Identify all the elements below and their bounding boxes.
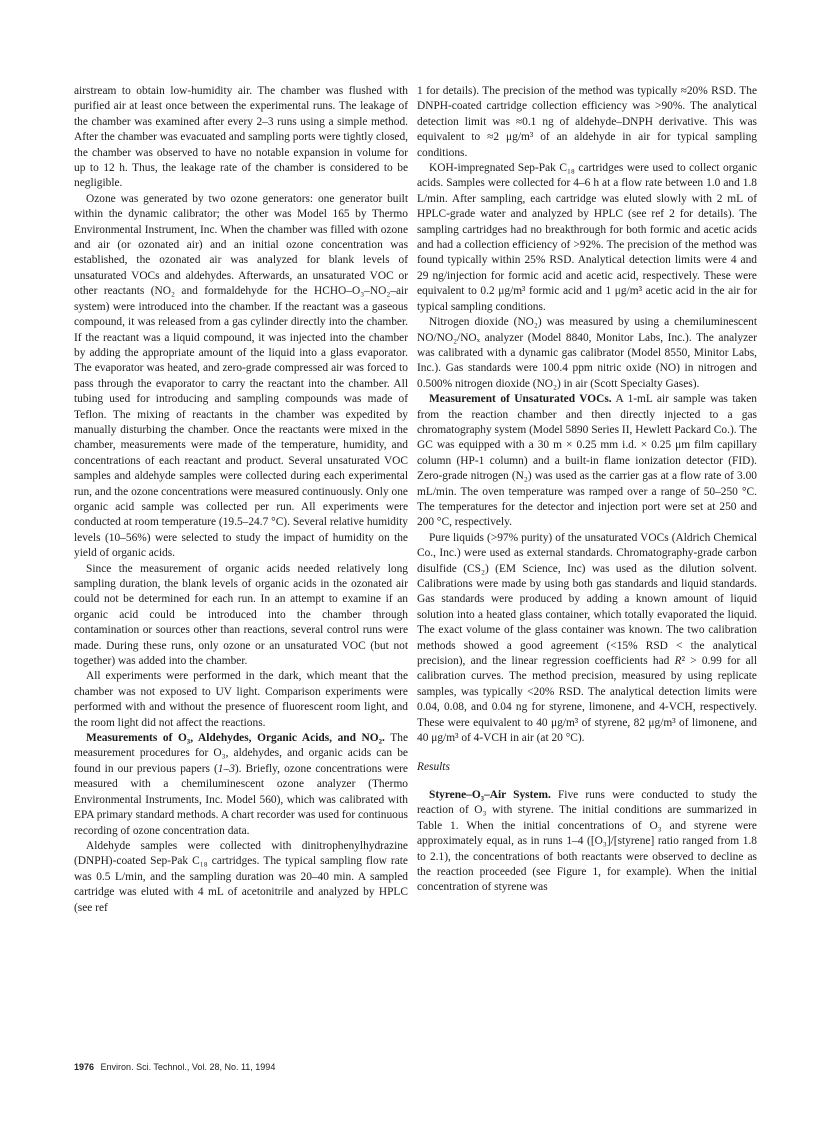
paragraph: [417, 788, 757, 896]
paragraph: [417, 531, 757, 747]
subsection-heading: Measurements of O₃, Aldehydes, Organic Acids, and NO₂.: [86, 732, 385, 745]
paragraph-text: ). Briefly, ozone concentrations were measured with a chemiluminescent ozone analyzer (Thermo Environmental Instruments, Inc. Model 560), which was calibrated with EPA primary standard methods. A chart recorder was used for continuous recording of ozone concentration data.: [74, 762, 408, 837]
paragraph-text: Pure liquids (>97% purity) of the unsaturated VOCs (Aldrich Chemical Co., Inc.) were used as external standards. Chromatography-grade carbon disulfide (CS₂) (EM Science, Inc) was used as the dilution solvent. Calibrations were made by using both gas standards and liquid standards. Gas standards were produced by adding a known amount of liquid solution into a heated glass container, which totally evaporated the liquid. The exact volume of the glass container was known. The two calibration methods showed a good agreement (<15% RSD < the analytical precision), and the linear regression coefficients had: [417, 531, 757, 668]
r-squared-symbol: R: [674, 655, 682, 668]
paragraph: Aldehyde samples were collected with dinitrophenylhydrazine (DNPH)-coated Sep-Pak C₁₈ cartridges. The typical sampling flow rate was 0.5 L/min, and the sampling duration was 20–40 min. A sampled cartridge was eluted with 4 mL of acetonitrile and analyzed by HPLC (see ref: [74, 839, 408, 914]
paragraph-text: A 1-mL air sample was taken from the reaction chamber and then directly injected to a gas chromatography system (Model 5890 Series II, Hewlett Packard Co.). The GC was equipped with a 30 m × 0.25 mm i.d. × 0.25 μm film capillary column (HP-1 column) and a built-in flame ionization detector (FID). Zero-grade nitrogen (N₂) was used as the carrier gas at a flow rate of 3.00 mL/min. The oven temperature was ramped over a range of 50–250 °C. The temperatures for the detector and injection port were set at 250 and 200 °C, respectively.: [417, 393, 757, 529]
page-number: 1976: [74, 1062, 95, 1072]
paragraph-text: The measurement procedures for O₃, aldehydes, and organic acids can be found in our previous papers (: [74, 732, 409, 775]
paragraph: Ozone was generated by two ozone generators: one generator built within the dynamic calibrator; the other was Model 165 by Thermo Environmental Instrument, Inc. When the chamber was filled with ozone and air (or ozonated air) and an initial ozone concentration was established, the ozonated air was analyzed for blank levels of unsaturated VOCs and aldehydes. Afterwards, an unsaturated VOC or other reactants (NO₂ and formaldehyde for the HCHO–O₃–NO₂–air system) were introduced into the chamber. If the reactant was a gaseous compound, it was released from a gas cylinder directly into the chamber. If the reactant was a liquid compound, it was injected into the chamber by adding the appropriate amount of the liquid into a glass evaporator. The evaporator was heated, and zero-grade compressed air was forced to pass through the evaporator to carry the reactant into the chamber. All tubing used for introducing and sampling compounds was made of Teflon. The mixing of reactants in the chamber was expedited by manually disturbing the chamber. Once the reactants were mixed in the chamber, measurements were made of the temperature, humidity, and concentrations of each reactant and product. Several unsaturated VOC samples and aldehyde samples were collected during each experimental run, and the ozone concentrations were measured continuously. Only one organic acid sample was collected per run. All experiments were conducted at room temperature (19.5–24.7 °C). Several relative humidity levels (10–56%) were selected to study the impact of humidity on the yield of organic acids.: [74, 192, 408, 560]
paragraph: 1 for details). The precision of the method was typically ≈20% RSD. The DNPH-coated cartridge collection efficiency was >90%. The analytical detection limit was ≈0.1 ng of aldehyde–DNPH derivative. This was equivalent to ≈2 μg/m³ of an aldehyde in air for typical sampling conditions.: [417, 85, 757, 159]
subsection-heading: Measurement of Unsaturated VOCs.: [429, 393, 612, 406]
right-column: [417, 84, 757, 896]
paragraph: Nitrogen dioxide (NO₂) was measured by using a chemiluminescent NO/NO₂/NOₓ analyzer (Model 8840, Monitor Labs, Inc.). The analyzer was calibrated with a dynamic gas calibrator (Model 8550, Minitor Labs, Inc.). Gas standards were 100.4 ppm nitric oxide (NO) in nitrogen and 0.500% nitrogen dioxide (NO₂) in air (Scott Specialty Gases).: [417, 316, 757, 390]
left-column: [74, 84, 408, 916]
reference-citation: 1–3: [217, 762, 235, 775]
section-title: Results: [417, 761, 450, 774]
paragraph: KOH-impregnated Sep-Pak C₁₈ cartridges were used to collect organic acids. Samples were collected for 4–6 h at a flow rate between 1.0 and 1.8 L/min. After sampling, each cartridge was eluted slowly with 2 mL of HPLC-grade water and analyzed by HPLC (see ref 2 for details). The sampling cartridges had no breakthrough for both formic and acetic acids and had a collection efficiency of >92%. The precision of the method was found typically within 25% RSD. Analytical detection limits were 4 and 29 ng/injection for formic acid and acetic acid, respectively. These were equivalent to 0.2 μg/m³ formic acid and 1 μg/m³ acetic acid in the air for typical sampling conditions.: [417, 162, 757, 313]
paragraph: [74, 731, 408, 839]
paragraph: All experiments were performed in the dark, which meant that the chamber was not exposed to UV light. Comparison experiments were performed with and without the presence of fluorescent room light, and the room light did not affect the reactions.: [74, 670, 408, 729]
paragraph: airstream to obtain low-humidity air. The chamber was flushed with purified air at least once between the experimental runs. The leakage of the chamber was examined after every 2–3 runs using a simple method. After the chamber was evacuated and sampling ports were tightly closed, the chamber was observed to have no notable expansion in volume for up to 12 h. Thus, the leakage rate of the chamber is considered to be negligible.: [74, 85, 408, 190]
page-footer: [74, 1062, 275, 1072]
paragraph: Since the measurement of organic acids needed relatively long sampling duration, the blank levels of organic acids in the ozonated air could not be determined for each run. In an attempt to examine if an organic acid could be introduced into the chamber through contamination or sources other than reactions, several control runs were made. During these runs, only ozone or an unsaturated VOC (but not together) was added into the chamber.: [74, 562, 408, 668]
paragraph: [417, 392, 757, 531]
paragraph-text: Five runs were conducted to study the reaction of O₃ with styrene. The initial conditions are summarized in Table 1. When the initial concentrations of O₃ and styrene were approximately equal, as in runs 1–4 ([O₃]/[styrene] ratio ranged from 1.8 to 2.1), the concentrations of both reactants were observed to decline as the reaction proceeded (see Figure 1, for example). When the initial concentration of styrene was: [417, 788, 757, 894]
journal-citation: Environ. Sci. Technol., Vol. 28, No. 11, 1994: [100, 1062, 276, 1072]
paragraph-text: ² > 0.99 for all calibration curves. The method precision, measured by using replicate samples, was typically <20% RSD. The analytical detection limits were 0.04, 0.08, and 0.04 ng for styrene, limonene, and 4-VCH, respectively. These were equivalent to 40 μg/m³ of styrene, 82 μg/m³ of limonene, and 40 μg/m³ of 4-VCH in air (at 20 °C).: [417, 655, 757, 745]
subsection-heading: Styrene–O₃–Air System.: [429, 788, 551, 801]
